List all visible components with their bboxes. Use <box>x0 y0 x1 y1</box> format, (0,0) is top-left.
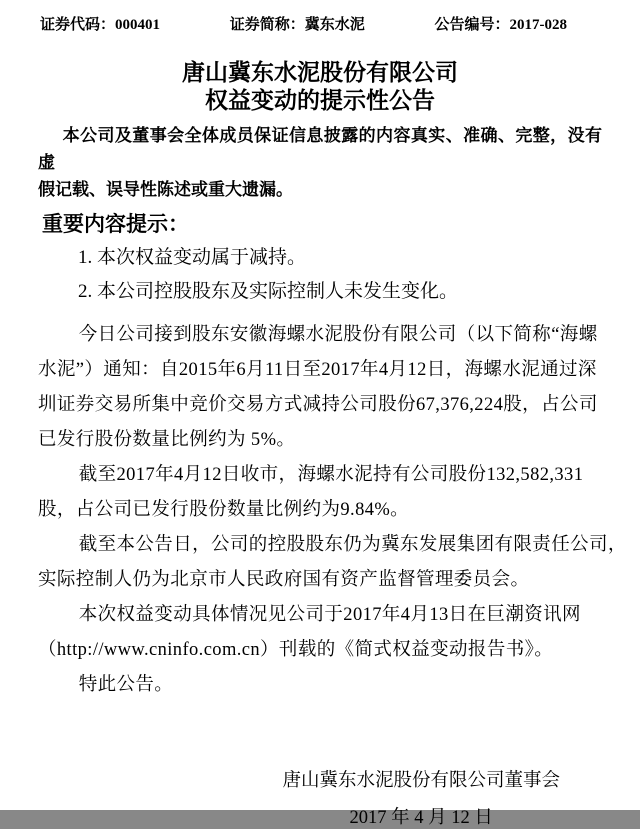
body-line: 水泥”）通知：自2015年6月11日至2017年4月12日，海螺水泥通过深 <box>38 360 597 380</box>
stock-code: 证券代码：000401 <box>40 17 161 33</box>
body-line: 已发行股份数量比例约为 5%。 <box>38 430 296 450</box>
document-title <box>0 59 640 115</box>
notice-item: 1. 本次权益变动属于减持。 <box>78 247 307 268</box>
important-notice-list <box>78 241 602 309</box>
announcement-type-title: 权益变动的提示性公告 <box>205 88 435 113</box>
important-notice-heading: 重要内容提示： <box>42 212 189 236</box>
body-line: 截至本公告日，公司的控股股东仍为冀东发展集团有限责任公司， <box>78 535 627 555</box>
body-line: 本次权益变动具体情况见公司于2017年4月13日在巨潮资讯网 <box>78 605 581 625</box>
notice-item: 2. 本公司控股股东及实际控制人未发生变化。 <box>78 281 459 302</box>
signature-block <box>0 770 640 829</box>
document-header <box>0 0 640 34</box>
signature-entity: 唐山冀东水泥股份有限公司董事会 <box>282 771 560 791</box>
body-line: 特此公告。 <box>78 675 174 695</box>
stock-short-name: 证券简称：冀东水泥 <box>229 17 365 33</box>
disclaimer-line: 假记载、误导性陈述或重大遗漏。 <box>38 180 293 199</box>
signature-inner <box>282 770 560 828</box>
body-line: （http://www.cninfo.com.cn）刊载的《简式权益变动报告书》。 <box>38 640 554 660</box>
announcement-number: 公告编号：2017-028 <box>434 17 567 33</box>
body-line: 实际控制人仍为北京市人民政府国有资产监督管理委员会。 <box>38 570 530 590</box>
disclaimer-line: 本公司及董事会全体成员保证信息披露的内容真实、准确、完整，没有虚 <box>38 126 602 172</box>
body-line: 圳证券交易所集中竞价交易方式减持公司股份67,376,224股，占公司 <box>38 395 598 415</box>
signature-date: 2017 年 4 月 12 日 <box>349 808 493 828</box>
announcement-body <box>38 318 627 703</box>
board-disclaimer <box>38 122 602 203</box>
company-name-title: 唐山冀东水泥股份有限公司 <box>182 60 458 85</box>
body-line: 股，占公司已发行股份数量比例约为9.84%。 <box>38 500 410 520</box>
body-line: 今日公司接到股东安徽海螺水泥股份有限公司（以下简称“海螺 <box>78 325 598 345</box>
body-line: 截至2017年4月12日收市，海螺水泥持有公司股份132,582,331 <box>78 465 584 485</box>
